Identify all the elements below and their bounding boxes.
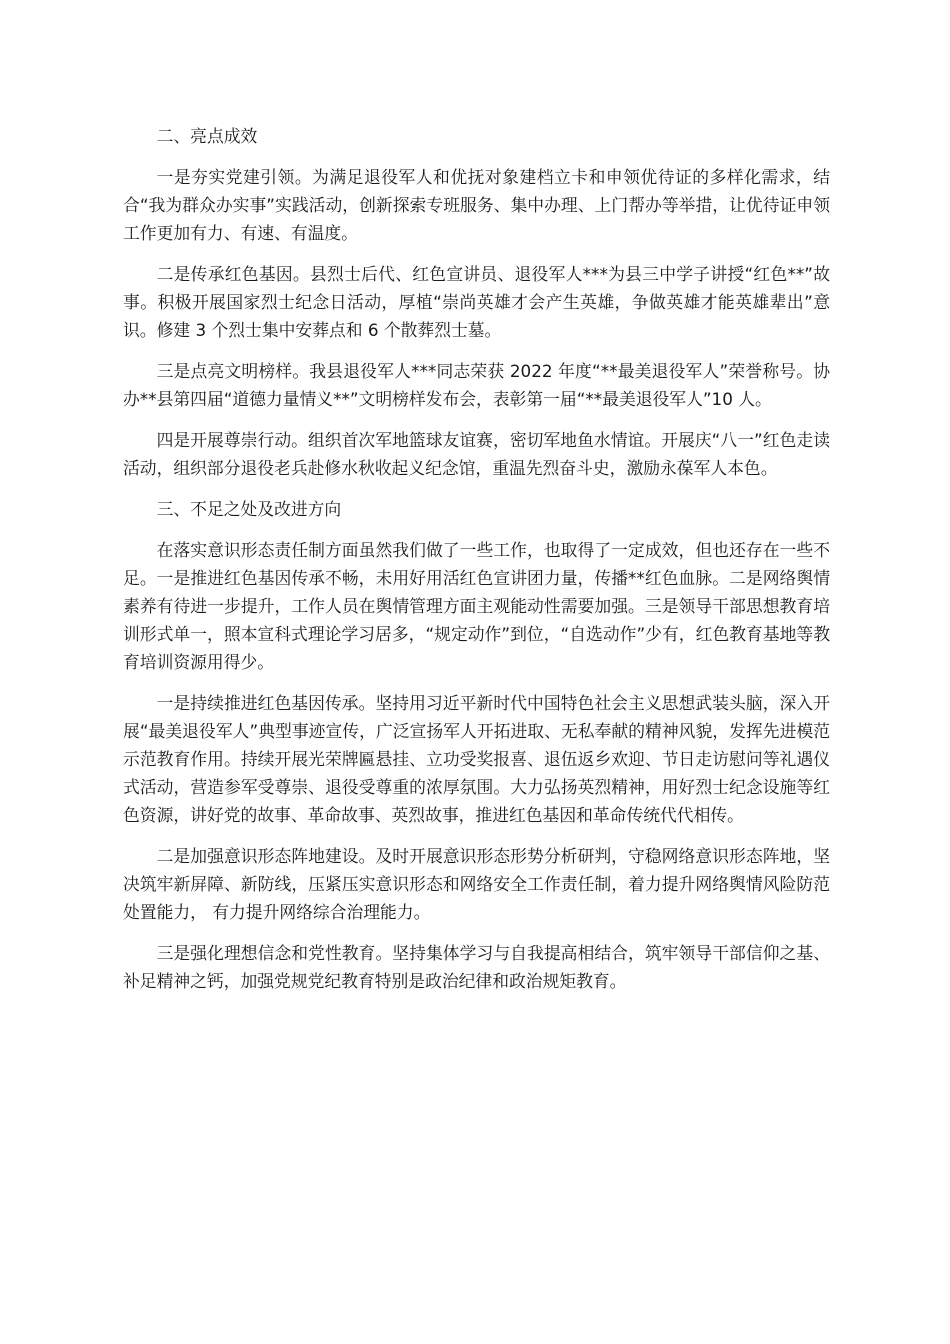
- paragraph-respect-action: 四是开展尊崇行动。组织首次军地篮球友谊赛，密切军地鱼水情谊。开展庆“八一”红色走读活动，组织部分退役老兵赴修水秋收起义纪念馆，重温先烈奋斗史，激励永葆军人本色。: [123, 430, 830, 478]
- paragraph-ideals-education: 三是强化理想信念和党性教育。坚持集体学习与自我提高相结合，筑牢领导干部信仰之基、补足精神之钙，加强党规党纪教育特别是政治纪律和政治规矩教育。: [123, 943, 830, 991]
- paragraph-role-models: 三是点亮文明榜样。我县退役军人***同志荣获 2022 年度“**最美退役军人”荣誉称号。协办**县第四届“道德力量情义**”文明榜样发布会，表彰第一届“**最美退役军人”10 人。: [123, 361, 830, 409]
- section-heading-shortcomings: 三、不足之处及改进方向: [156, 499, 342, 519]
- paragraph-red-gene: 二是传承红色基因。县烈士后代、红色宣讲员、退役军人***为县三中学子讲授“红色**”故事。积极开展国家烈士纪念日活动，厚植“崇尚英雄才会产生英雄，争做英雄才能英雄辈出”意识。修建 3 个烈士集中安葬点和 6 个散葬烈士墓。: [123, 264, 830, 340]
- section-heading-highlights: 二、亮点成效: [156, 126, 258, 146]
- paragraph-party-building: 一是夯实党建引领。为满足退役军人和优抚对象建档立卡和申领优待证的多样化需求，结合“我为群众办实事”实践活动，创新探索专班服务、集中办理、上门帮办等举措，让优待证申领工作更加有力、有速、有温度。: [123, 167, 830, 243]
- paragraph-shortcomings: 在落实意识形态责任制方面虽然我们做了一些工作，也取得了一定成效，但也还存在一些不足。一是推进红色基因传承不畅，未用好用活红色宣讲团力量，传播**红色血脉。二是网络舆情素养有待进一步提升，工作人员在舆情管理方面主观能动性需要加强。三是领导干部思想教育培训形式单一，照本宣科式理论学习居多，“规定动作”到位，“自选动作”少有，红色教育基地等教育培训资源用得少。: [123, 540, 830, 672]
- paragraph-ideology-front: 二是加强意识形态阵地建设。及时开展意识形态形势分析研判，守稳网络意识形态阵地，坚决筑牢新屏障、新防线，压紧压实意识形态和网络安全工作责任制，着力提升网络舆情风险防范处置能力， 有力提升网络综合治理能力。: [123, 846, 830, 922]
- document-body: [123, 122, 830, 1008]
- paragraph-improve-red-gene: 一是持续推进红色基因传承。坚持用习近平新时代中国特色社会主义思想武装头脑，深入开展“最美退役军人”典型事迹宣传，广泛宣扬军人开拓进取、无私奉献的精神风貌，发挥先进模范示范教育作用。持续开展光荣牌匾悬挂、立功受奖报喜、退伍返乡欢迎、节日走访慰问等礼遇仪式活动，营造参军受尊崇、退役受尊重的浓厚氛围。大力弘扬英烈精神，用好烈士纪念设施等红色资源，讲好党的故事、革命故事、英烈故事，推进红色基因和革命传统代代相传。: [123, 693, 830, 825]
